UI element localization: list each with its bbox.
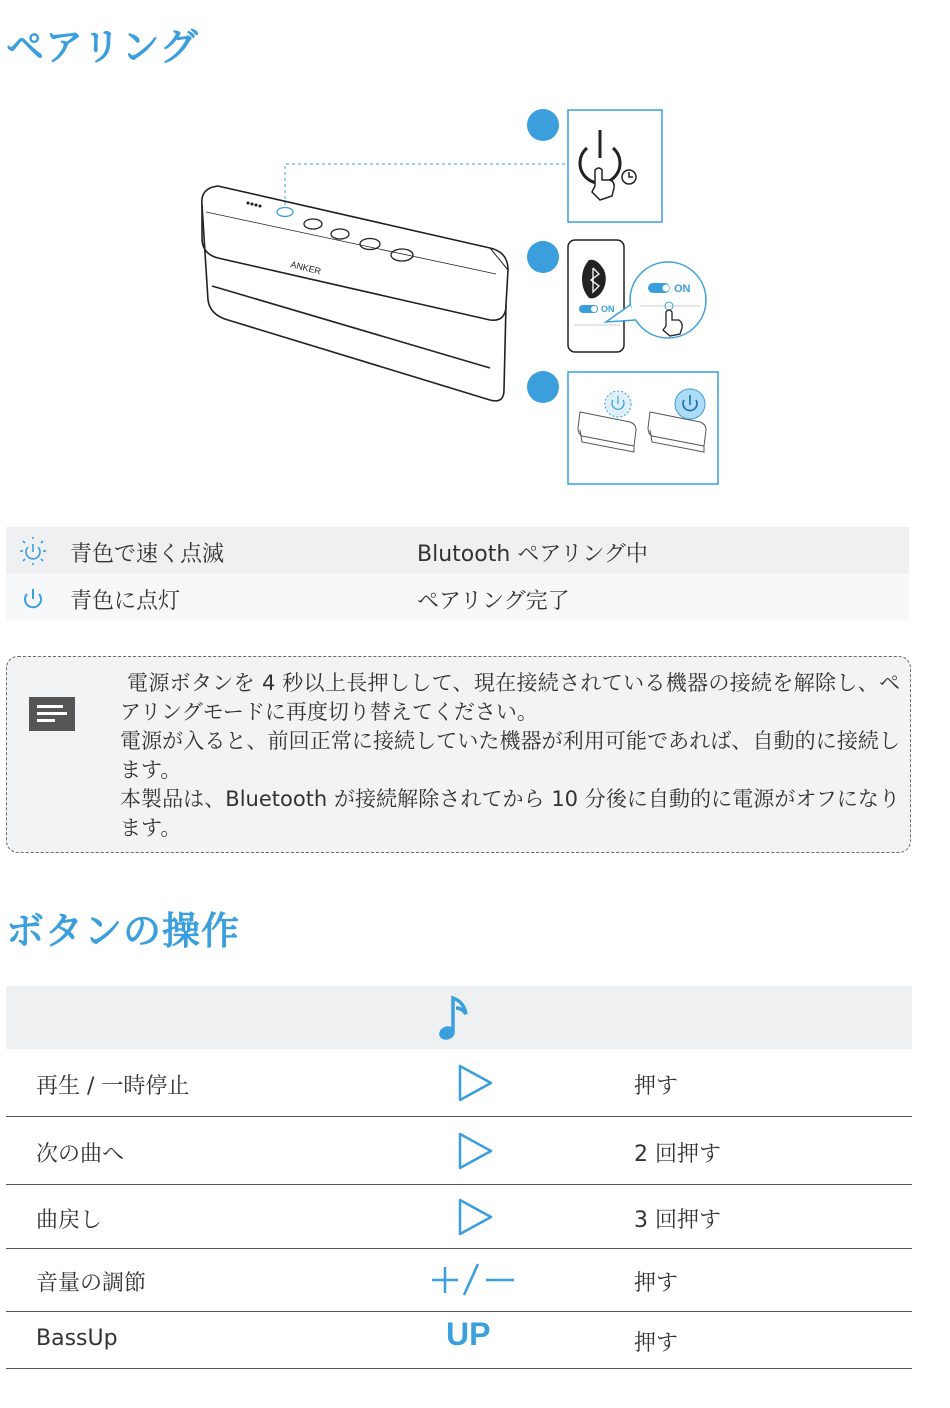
led-row-solid — [6, 574, 909, 621]
led-state-solid: 青色に点灯 — [70, 589, 181, 614]
button-operations-table — [6, 986, 912, 1369]
play-icon — [456, 1131, 496, 1171]
pairing-illustration — [190, 100, 730, 495]
led-row-blinking — [6, 527, 909, 574]
connector-line — [285, 164, 568, 205]
table-row-play — [6, 1049, 912, 1117]
row-name: 再生 / 一時停止 — [36, 1074, 190, 1099]
step-2-marker — [527, 241, 559, 273]
step-3-panel — [568, 372, 718, 484]
row-name: 音量の調節 — [36, 1271, 147, 1296]
led-meaning-complete: ペアリング完了 — [417, 589, 570, 614]
table-row-bassup — [6, 1312, 912, 1369]
music-note-icon — [438, 994, 470, 1042]
play-icon — [456, 1063, 496, 1103]
row-name: 次の曲へ — [36, 1142, 125, 1167]
row-action: 押す — [634, 1074, 679, 1099]
step-3-marker — [527, 371, 559, 403]
row-action: 2 回押す — [634, 1142, 721, 1167]
note-icon — [29, 697, 77, 733]
led-status-table — [6, 527, 909, 621]
table-row-next — [6, 1117, 912, 1185]
step-1-panel — [568, 110, 662, 222]
bassup-symbol: UP — [446, 1316, 491, 1352]
row-action: 押す — [634, 1331, 679, 1356]
brand-logo: ANKER — [289, 259, 323, 277]
pairing-title: ペアリング — [6, 25, 199, 69]
step-1-marker — [527, 109, 559, 141]
table-header — [6, 986, 912, 1049]
row-name: 曲戻し — [36, 1208, 103, 1233]
note-box — [6, 656, 911, 853]
led-meaning-pairing: Blutooth ペアリング中 — [417, 542, 648, 567]
note-line-2: 電源が入ると、前回正常に接続していた機器が利用可能であれば、自動的に接続します。 — [120, 729, 900, 782]
note-line-1: 電源ボタンを 4 秒以上長押しして、現在接続されている機器の接続を解除し、ペアリングモードに再度切り替えてください。 — [120, 671, 900, 724]
row-name: BassUp — [36, 1326, 118, 1351]
power-icon — [18, 583, 48, 613]
svg-text:ON: ON — [674, 283, 691, 295]
svg-text:ON: ON — [601, 304, 615, 314]
buttons-title: ボタンの操作 — [6, 909, 241, 953]
table-row-volume — [6, 1249, 912, 1312]
blinking-power-icon — [18, 536, 48, 566]
row-action: 3 回押す — [634, 1208, 721, 1233]
row-action: 押す — [634, 1271, 679, 1296]
table-row-previous — [6, 1185, 912, 1249]
note-text — [120, 669, 900, 843]
plus-minus-icon — [430, 1261, 516, 1297]
note-line-3: 本製品は、Bluetooth が接続解除されてから 10 分後に自動的に電源がオフになります。 — [120, 787, 900, 840]
speaker-image — [202, 186, 508, 401]
led-state-blinking: 青色で速く点滅 — [70, 542, 225, 567]
play-icon — [456, 1197, 496, 1237]
